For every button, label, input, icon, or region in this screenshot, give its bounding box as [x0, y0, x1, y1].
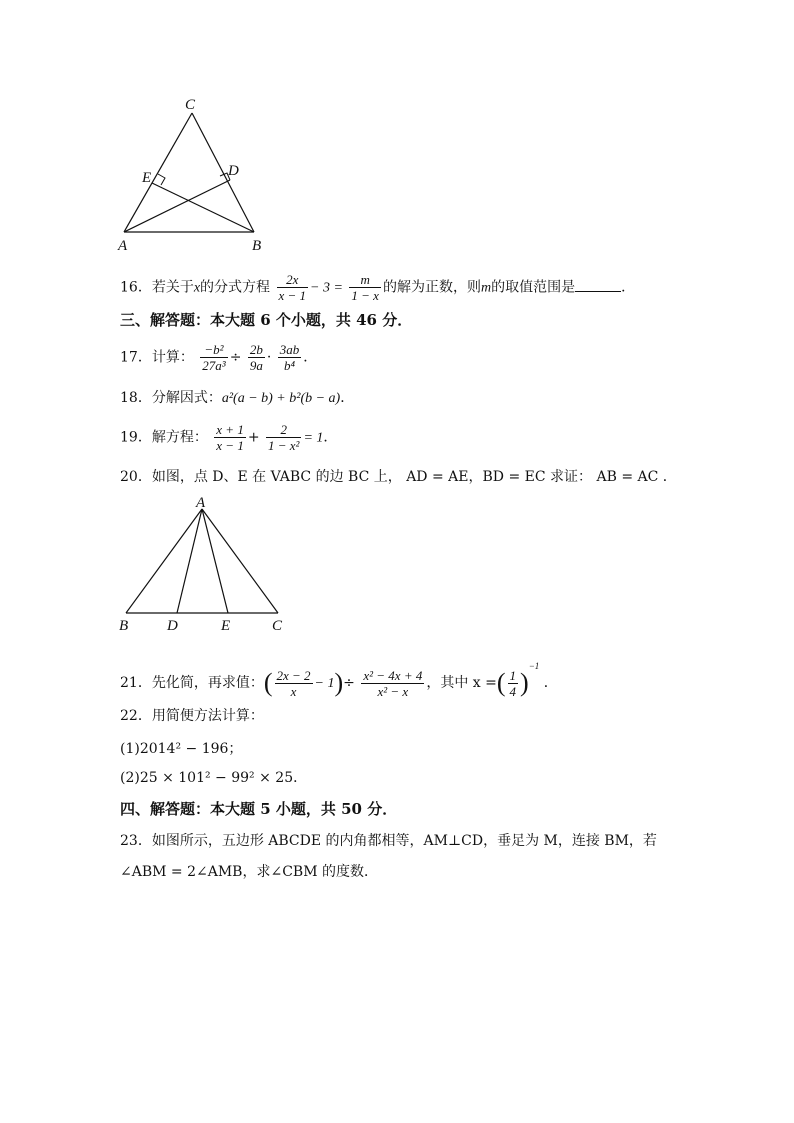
answer-blank: [575, 279, 621, 292]
question-20: 20．如图，点 D、E 在 VABC 的边 BC 上， AD = AE，BD = EC 求证： AB = AC ．: [120, 469, 677, 485]
question-22-part-1: (1)2014² − 196；: [120, 741, 243, 757]
label-C: C: [185, 97, 196, 113]
question-22: 22．用简便方法计算：: [120, 708, 264, 724]
question-16: 16．若关于x的分式方程 $\frac{2x}{x - 1}$ − 3 = $\frac{m}{1 - x}$ 的解为正数，则m的取值范围是 ．: [120, 272, 636, 303]
question-23-line-2: ∠ABM = 2∠AMB，求∠CBM 的度数．: [120, 864, 378, 880]
question-17: 17．计算： $\frac{\text{−b²}}{\text{27a³}}$ ÷ $\frac{2b}{9a}$ · $\frac{3ab}{\text{b⁴}}$ ．: [120, 342, 318, 373]
section-4-heading: 四、解答题：本大题 5 小题，共 50 分．: [120, 800, 398, 818]
question-22-part-2: (2)25 × 101² − 99² × 25．: [120, 770, 308, 786]
label-D: D: [228, 163, 239, 179]
label-A2: A: [196, 495, 206, 511]
label-E2: E: [221, 618, 231, 634]
label-E: E: [142, 170, 152, 186]
label-B: B: [252, 238, 262, 254]
label-A: A: [118, 238, 128, 254]
question-18: 18．分解因式：a²(a − b) + b²(b − a)．: [120, 390, 355, 406]
question-23-line-1: 23．如图所示，五边形 ABCDE 的内角都相等，AM⊥CD，垂足为 M，连接 BM，若: [120, 833, 657, 849]
label-D2: D: [167, 618, 178, 634]
triangle-figure-1: [110, 95, 280, 260]
question-19: 19．解方程： $\frac{x + 1}{x - 1}$ + $\frac{2}{\text{1 − x²}}$ = 1．: [120, 422, 338, 453]
label-C2: C: [272, 618, 283, 634]
question-21: 21．先化简，再求值：( $\frac{2x - 2}{x}$ − 1)÷ $\frac{\text{x² − 4x + 4}}{\text{x² − x}}$ ，其中 x =( $\frac{1}{4}$ )$^{-1}$ ．: [120, 661, 558, 699]
label-B2: B: [119, 618, 129, 634]
triangle-figure-2: [110, 493, 300, 638]
section-3-heading: 三、解答题：本大题 6 个小题，共 46 分．: [120, 311, 413, 329]
